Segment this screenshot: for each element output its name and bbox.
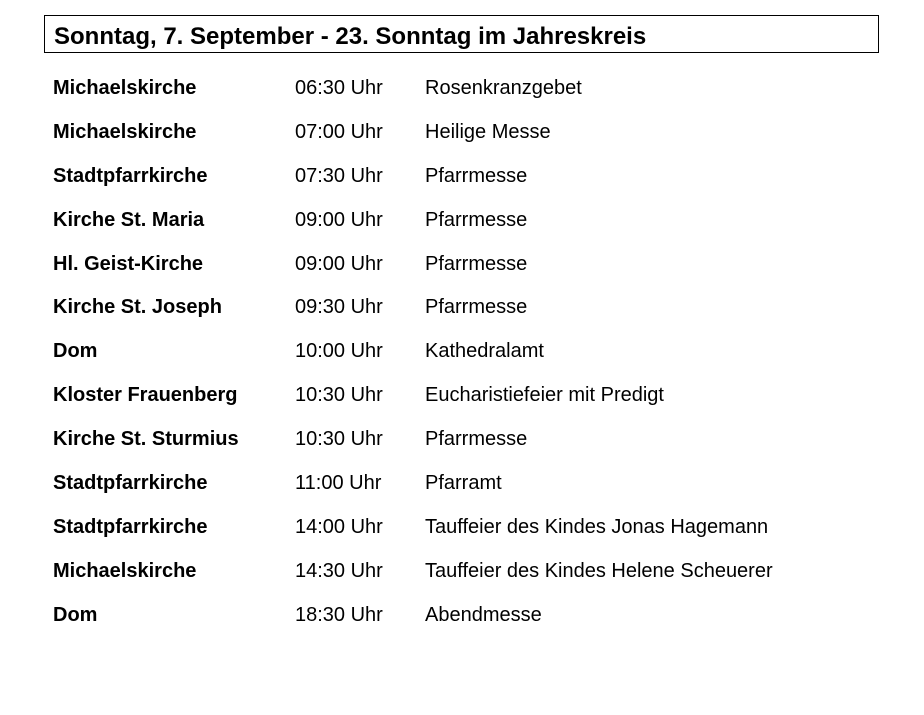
- schedule-row: [53, 164, 893, 208]
- service-event: Pfarrmesse: [425, 428, 528, 451]
- service-time: 09:00 Uhr: [295, 208, 383, 231]
- day-header: [44, 15, 879, 53]
- schedule-row: [53, 603, 893, 647]
- service-time: 09:30 Uhr: [295, 296, 383, 319]
- service-time: 10:30 Uhr: [295, 428, 383, 451]
- service-time: 18:30 Uhr: [295, 603, 383, 626]
- church-name: Kirche St. Maria: [53, 208, 205, 231]
- service-event: Pfarramt: [425, 472, 502, 495]
- schedule-row: [53, 208, 893, 252]
- service-schedule: [53, 76, 893, 647]
- service-time: 14:30 Uhr: [295, 559, 383, 582]
- service-event: Kathedralamt: [425, 340, 544, 363]
- church-name: Kirche St. Joseph: [53, 296, 222, 319]
- day-title: Sonntag, 7. September - 23. Sonntag im Jahreskreis: [54, 23, 647, 50]
- church-name: Stadtpfarrkirche: [53, 515, 208, 538]
- schedule-row: [53, 515, 893, 559]
- service-time: 10:00 Uhr: [295, 340, 383, 363]
- church-name: Hl. Geist-Kirche: [53, 252, 204, 275]
- church-name: Michaelskirche: [53, 120, 197, 143]
- service-time: 10:30 Uhr: [295, 384, 383, 407]
- schedule-row: [53, 252, 893, 296]
- schedule-row: [53, 559, 893, 603]
- schedule-row: [53, 339, 893, 383]
- service-time: 14:00 Uhr: [295, 515, 383, 538]
- service-time: 06:30 Uhr: [295, 77, 383, 99]
- schedule-row: [53, 120, 893, 164]
- service-event: Tauffeier des Kindes Helene Scheuerer: [425, 559, 773, 582]
- service-event: Pfarrmesse: [425, 164, 528, 187]
- church-name: Kirche St. Sturmius: [53, 428, 239, 451]
- service-time: 09:00 Uhr: [295, 252, 383, 275]
- service-time: 11:00 Uhr: [295, 472, 382, 495]
- church-name: Dom: [53, 603, 98, 626]
- schedule-row: [53, 76, 893, 120]
- church-name: Dom: [53, 340, 98, 363]
- church-name: Kloster Frauenberg: [53, 384, 238, 407]
- service-event: Eucharistiefeier mit Predigt: [425, 384, 664, 407]
- church-name: Stadtpfarrkirche: [53, 164, 208, 187]
- service-event: Pfarrmesse: [425, 296, 528, 319]
- schedule-row: [53, 383, 893, 427]
- service-time: 07:00 Uhr: [295, 120, 383, 143]
- service-event: Abendmesse: [425, 603, 542, 626]
- church-name: Michaelskirche: [53, 559, 197, 582]
- service-time: 07:30 Uhr: [295, 164, 383, 187]
- service-event: Pfarrmesse: [425, 252, 528, 275]
- church-name: Michaelskirche: [53, 77, 197, 99]
- service-event: Pfarrmesse: [425, 208, 528, 231]
- service-event: Rosenkranzgebet: [425, 77, 582, 99]
- schedule-row: [53, 471, 893, 515]
- church-name: Stadtpfarrkirche: [53, 472, 208, 495]
- service-event: Tauffeier des Kindes Jonas Hagemann: [425, 515, 769, 538]
- service-event: Heilige Messe: [425, 120, 551, 143]
- schedule-row: [53, 427, 893, 471]
- schedule-row: [53, 295, 893, 339]
